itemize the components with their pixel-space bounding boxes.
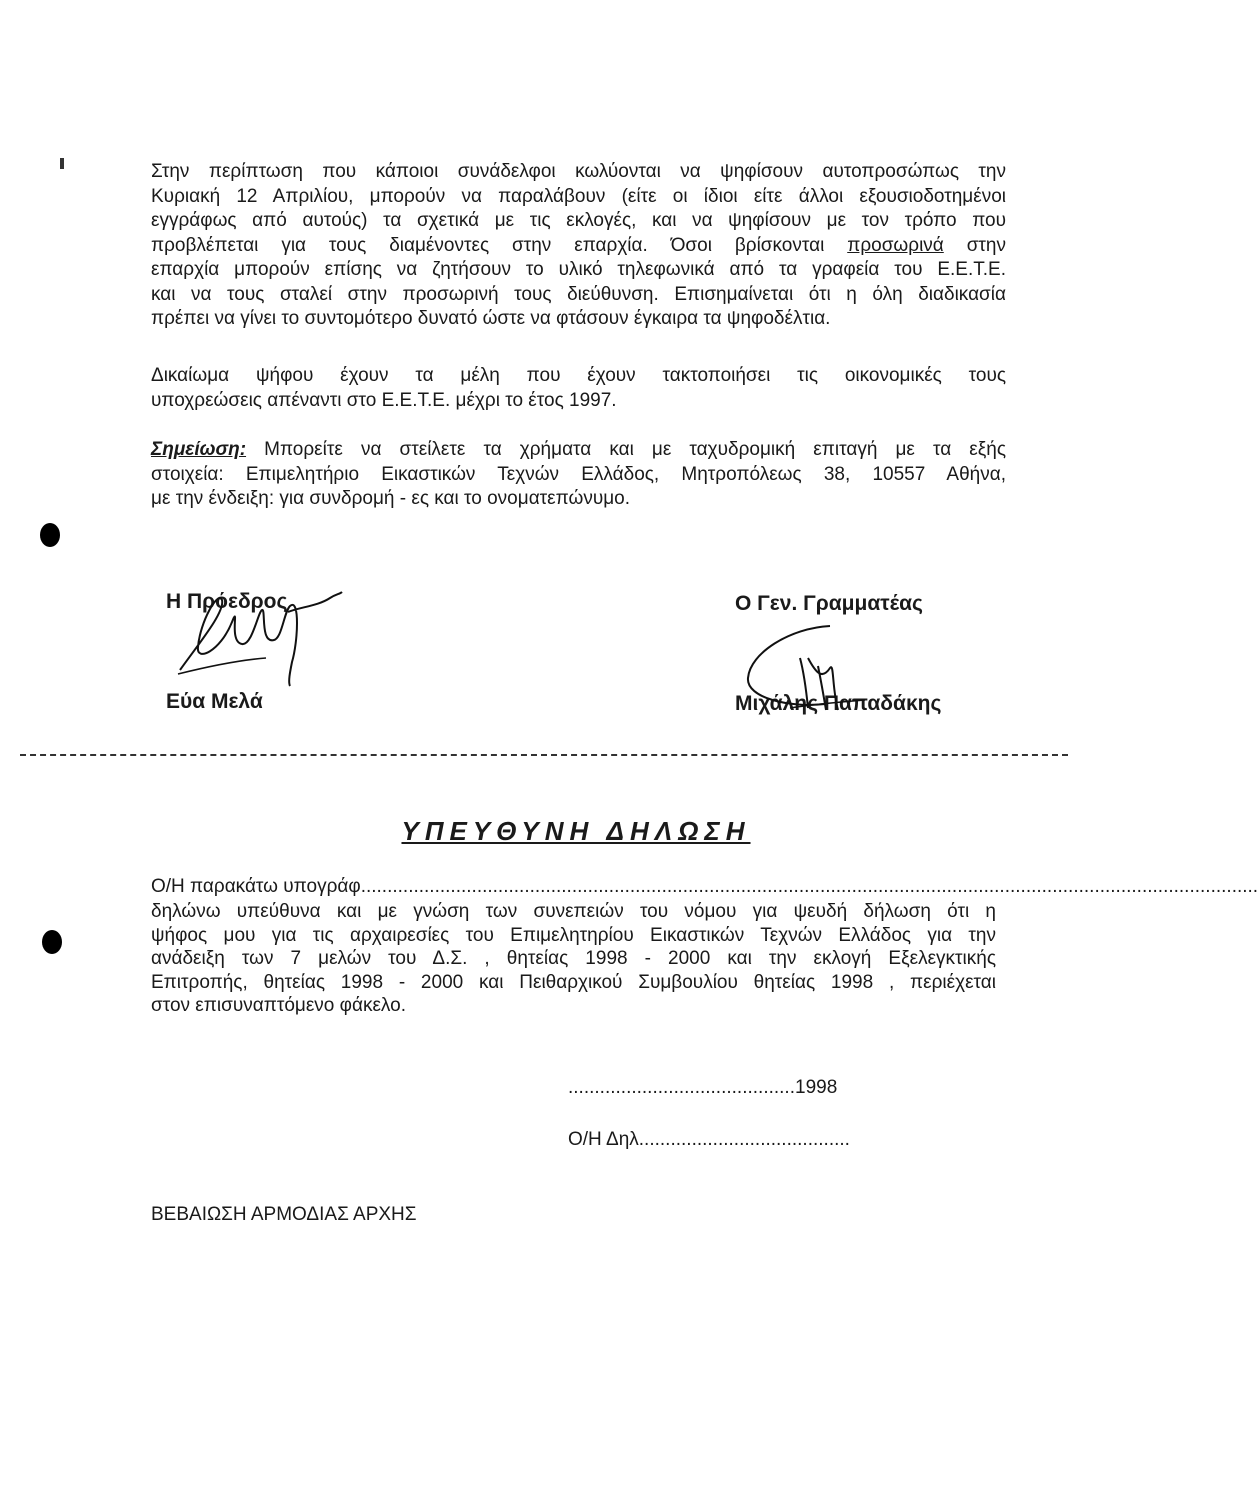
- president-title: Η Πρόεδρος: [166, 590, 288, 613]
- text-line: προβλέπεται για τους διαμένοντες στην επαρχία. Όσοι βρίσκονται προσωρινά στην: [151, 234, 1007, 256]
- text-line: Επιτροπής, θητείας 1998 - 2000 και Πειθαρχικού Συμβουλίου θητείας 1998 , περιέχεται: [151, 971, 996, 993]
- declaration-title: ΥΠΕΥΘΥΝΗ ΔΗΛΩΣΗ: [401, 816, 751, 846]
- date-line: ...........................................1998: [568, 1077, 838, 1098]
- underlined-word: προσωρινά: [847, 234, 944, 256]
- dashed-separator: [20, 754, 1068, 756]
- note-label: Σημείωση:: [151, 439, 247, 460]
- text-line: Σημείωση: Μπορείτε να στείλετε τα χρήματα και με ταχυδρομική επιταγή με τα εξής: [151, 439, 1006, 460]
- fill-dots: ...........................................: [568, 1077, 795, 1098]
- text-line: στοιχεία: Επιμελητήριο Εικαστικών Τεχνών Ελλάδος, Μητροπόλεως 38, 10557 Αθήνα,: [151, 463, 1006, 485]
- text-line: με την ένδειξη: για συνδρομή - ες και το ονοματεπώνυμο.: [151, 488, 631, 509]
- text-line: και να τους σταλεί στην προσωρινή τους διεύθυνση. Επισημαίνεται ότι η όλη διαδικασία: [151, 283, 1006, 305]
- text-line: Κυριακή 12 Απριλίου, μπορούν να παραλάβουν (είτε οι ίδιοι είτε άλλοι εξουσιοδοτημένοι: [151, 185, 1006, 207]
- text-line: πρέπει να γίνει το συντομότερο δυνατό ώστε να φτάσουν έγκαιρα τα ψηφοδέλτια.: [151, 308, 831, 329]
- text-line: επαρχία μπορούν επίσης να ζητήσουν το υλικό τηλεφωνικά από τα γραφεία του Ε.Ε.Τ.Ε.: [151, 259, 1006, 280]
- declarant-line: Ο/Η Δηλ........................................: [568, 1129, 850, 1150]
- punch-hole-mark: [42, 930, 62, 954]
- text-line: εγγράφως από αυτούς) τα σχετικά με τις εκλογές, και να ψηφίσουν με τον τρόπο που: [151, 210, 1006, 231]
- text-line: ανάδειξη των 7 μελών του Δ.Σ. , θητείας 1998 - 2000 και την εκλογή Εξελεγκτικής: [151, 948, 996, 969]
- text-line: στον επισυναπτόμενο φάκελο.: [151, 995, 406, 1016]
- text-line: ψήφος μου για τις αρχαιρεσίες του Επιμελητηρίου Εικαστικών Τεχνών Ελλάδος για την: [151, 924, 996, 946]
- punch-hole-mark: [40, 523, 60, 547]
- text-line: δηλώνω υπεύθυνα και με γνώση των συνεπειών του νόμου για ψευδή δήλωση ότι η: [151, 901, 996, 922]
- president-signature: [170, 582, 350, 692]
- president-name: Εύα Μελά: [166, 690, 263, 713]
- fill-dots: ........................................: [638, 1129, 850, 1150]
- fill-dots: ..........................................................................................................................................................................: [360, 876, 1258, 897]
- scan-mark: [60, 158, 64, 169]
- text-line: υποχρεώσεις απέναντι στο Ε.Ε.Τ.Ε. μέχρι το έτος 1997.: [151, 389, 617, 411]
- authority-label: ΒΕΒΑΙΩΣΗ ΑΡΜΟΔΙΑΣ ΑΡΧΗΣ: [151, 1204, 417, 1225]
- secretary-name: Μιχάλης Παπαδάκης: [735, 692, 942, 715]
- declaration-body: [151, 900, 996, 1018]
- paragraph-absentee-voting: [151, 160, 1006, 332]
- secretary-signature: [730, 618, 910, 718]
- secretary-title: Ο Γεν. Γραμματέας: [735, 592, 923, 615]
- text-line: Στην περίπτωση που κάποιοι συνάδελφοι κωλύονται να ψηφίσουν αυτοπροσώπως την: [151, 161, 1006, 182]
- note-paragraph: [151, 438, 1006, 512]
- paragraph-voting-rights: [151, 364, 1006, 413]
- text-line: Δικαίωμα ψήφου έχουν τα μέλη που έχουν τακτοποιήσει τις οικονομικές τους: [151, 365, 1006, 386]
- signer-line: Ο/Η παρακάτω υπογράφ..........................................................................................................................................................................: [151, 876, 1258, 897]
